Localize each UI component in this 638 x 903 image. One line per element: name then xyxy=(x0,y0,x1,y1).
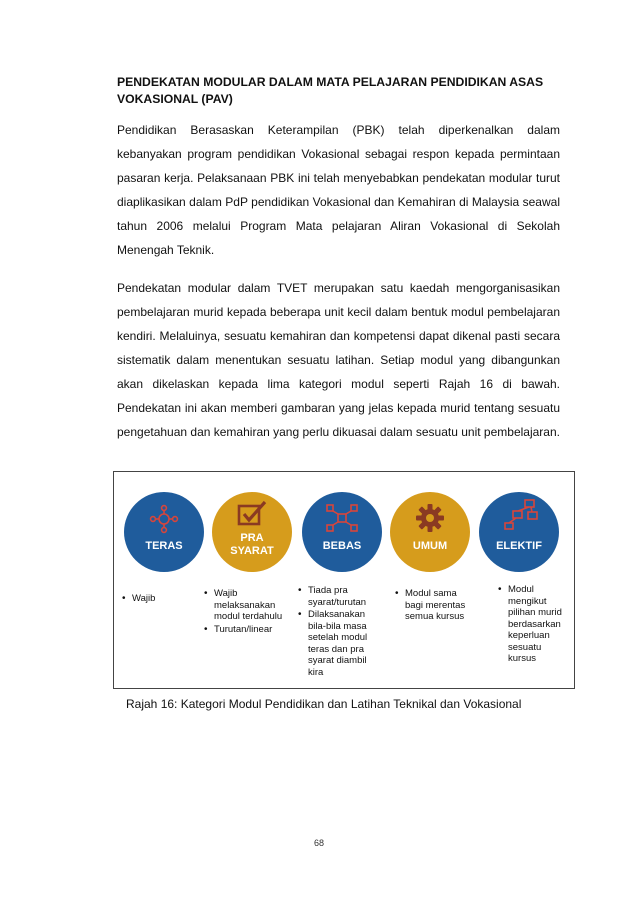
category-umum xyxy=(386,488,474,576)
elektif-bullets xyxy=(498,584,566,666)
category-label-line1: PRA xyxy=(240,532,264,544)
module-categories-figure xyxy=(113,471,575,689)
paragraph-1: Pendidikan Berasaskan Keterampilan (PBK) telah diperkenalkan dalam kebanyakan program pendidikan Vokasional sebagai respon kepada permintaan pasaran kerja. Pelaksanaan PBK ini telah menyebabkan pendekatan modular turut diaplikasikan dalam PdP pendidikan Vokasional dan Kemahiran di Malaysia seawal tahun 2006 melalui Program Mata pelajaran Aliran Vokasional di Sekolah Menengah Teknik. xyxy=(117,123,560,257)
umum-bullets xyxy=(395,588,467,624)
category-label: ELEKTIF xyxy=(496,540,542,552)
bullet-item: • Wajib xyxy=(122,593,192,605)
section-heading: PENDEKATAN MODULAR DALAM MATA PELAJARAN PENDIDIKAN ASAS VOKASIONAL (PAV) xyxy=(117,75,544,106)
category-label: TERAS xyxy=(145,540,183,552)
pra-syarat-bullets xyxy=(204,588,286,636)
bullet-item: • Wajib melaksanakan modul terdahulu xyxy=(204,588,286,623)
category-label: UMUM xyxy=(412,540,448,552)
figure-caption: Rajah 16: Kategori Modul Pendidikan dan Latihan Teknikal dan Vokasional xyxy=(126,697,522,711)
bullet-item: • Modul sama bagi merentas semua kursus xyxy=(395,588,467,623)
flowchart-icon xyxy=(503,499,539,531)
bebas-bullets xyxy=(298,585,378,679)
category-label-line2: SYARAT xyxy=(230,545,274,557)
category-label: BEBAS xyxy=(322,540,362,552)
category-teras xyxy=(120,488,208,576)
network-icon xyxy=(149,504,179,534)
bullet-item: • Dilaksanakan bila-bila masa setelah modul teras dan pra syarat diambil kira xyxy=(298,609,378,678)
page-number: 68 xyxy=(313,838,324,848)
bullet-item: • Tiada pra syarat/turutan xyxy=(298,585,378,608)
scatter-icon xyxy=(325,503,359,533)
bullet-item: • Modul mengikut pilihan murid berdasarkan keperluan sesuatu kursus xyxy=(498,584,566,665)
bullet-item: • Turutan/linear xyxy=(204,624,286,636)
category-pra-syarat xyxy=(208,488,296,576)
checkbox-icon xyxy=(236,500,268,528)
teras-bullets xyxy=(122,593,192,606)
gear-icon xyxy=(415,503,445,533)
paragraph-2: Pendekatan modular dalam TVET merupakan satu kaedah mengorganisasikan pembelajaran murid kepada beberapa unit kecil dalam bentuk modul pembelajaran kendiri. Melaluinya, sesuatu kemahiran dan kompetensi dapat dikenal pasti secara sistematik dalam menentukan sesuatu latihan. Setiap modul yang dibangunkan akan dikelaskan kepada lima kategori modul seperti Rajah 16 di bawah. Pendekatan ini akan memberi gambaran yang jelas kepada murid tentang sesuatu pengetahuan dan kemahiran yang perlu dikuasai dalam sesuatu unit pembelajaran. xyxy=(117,281,560,439)
category-elektif xyxy=(475,488,563,576)
category-bebas xyxy=(298,488,386,576)
